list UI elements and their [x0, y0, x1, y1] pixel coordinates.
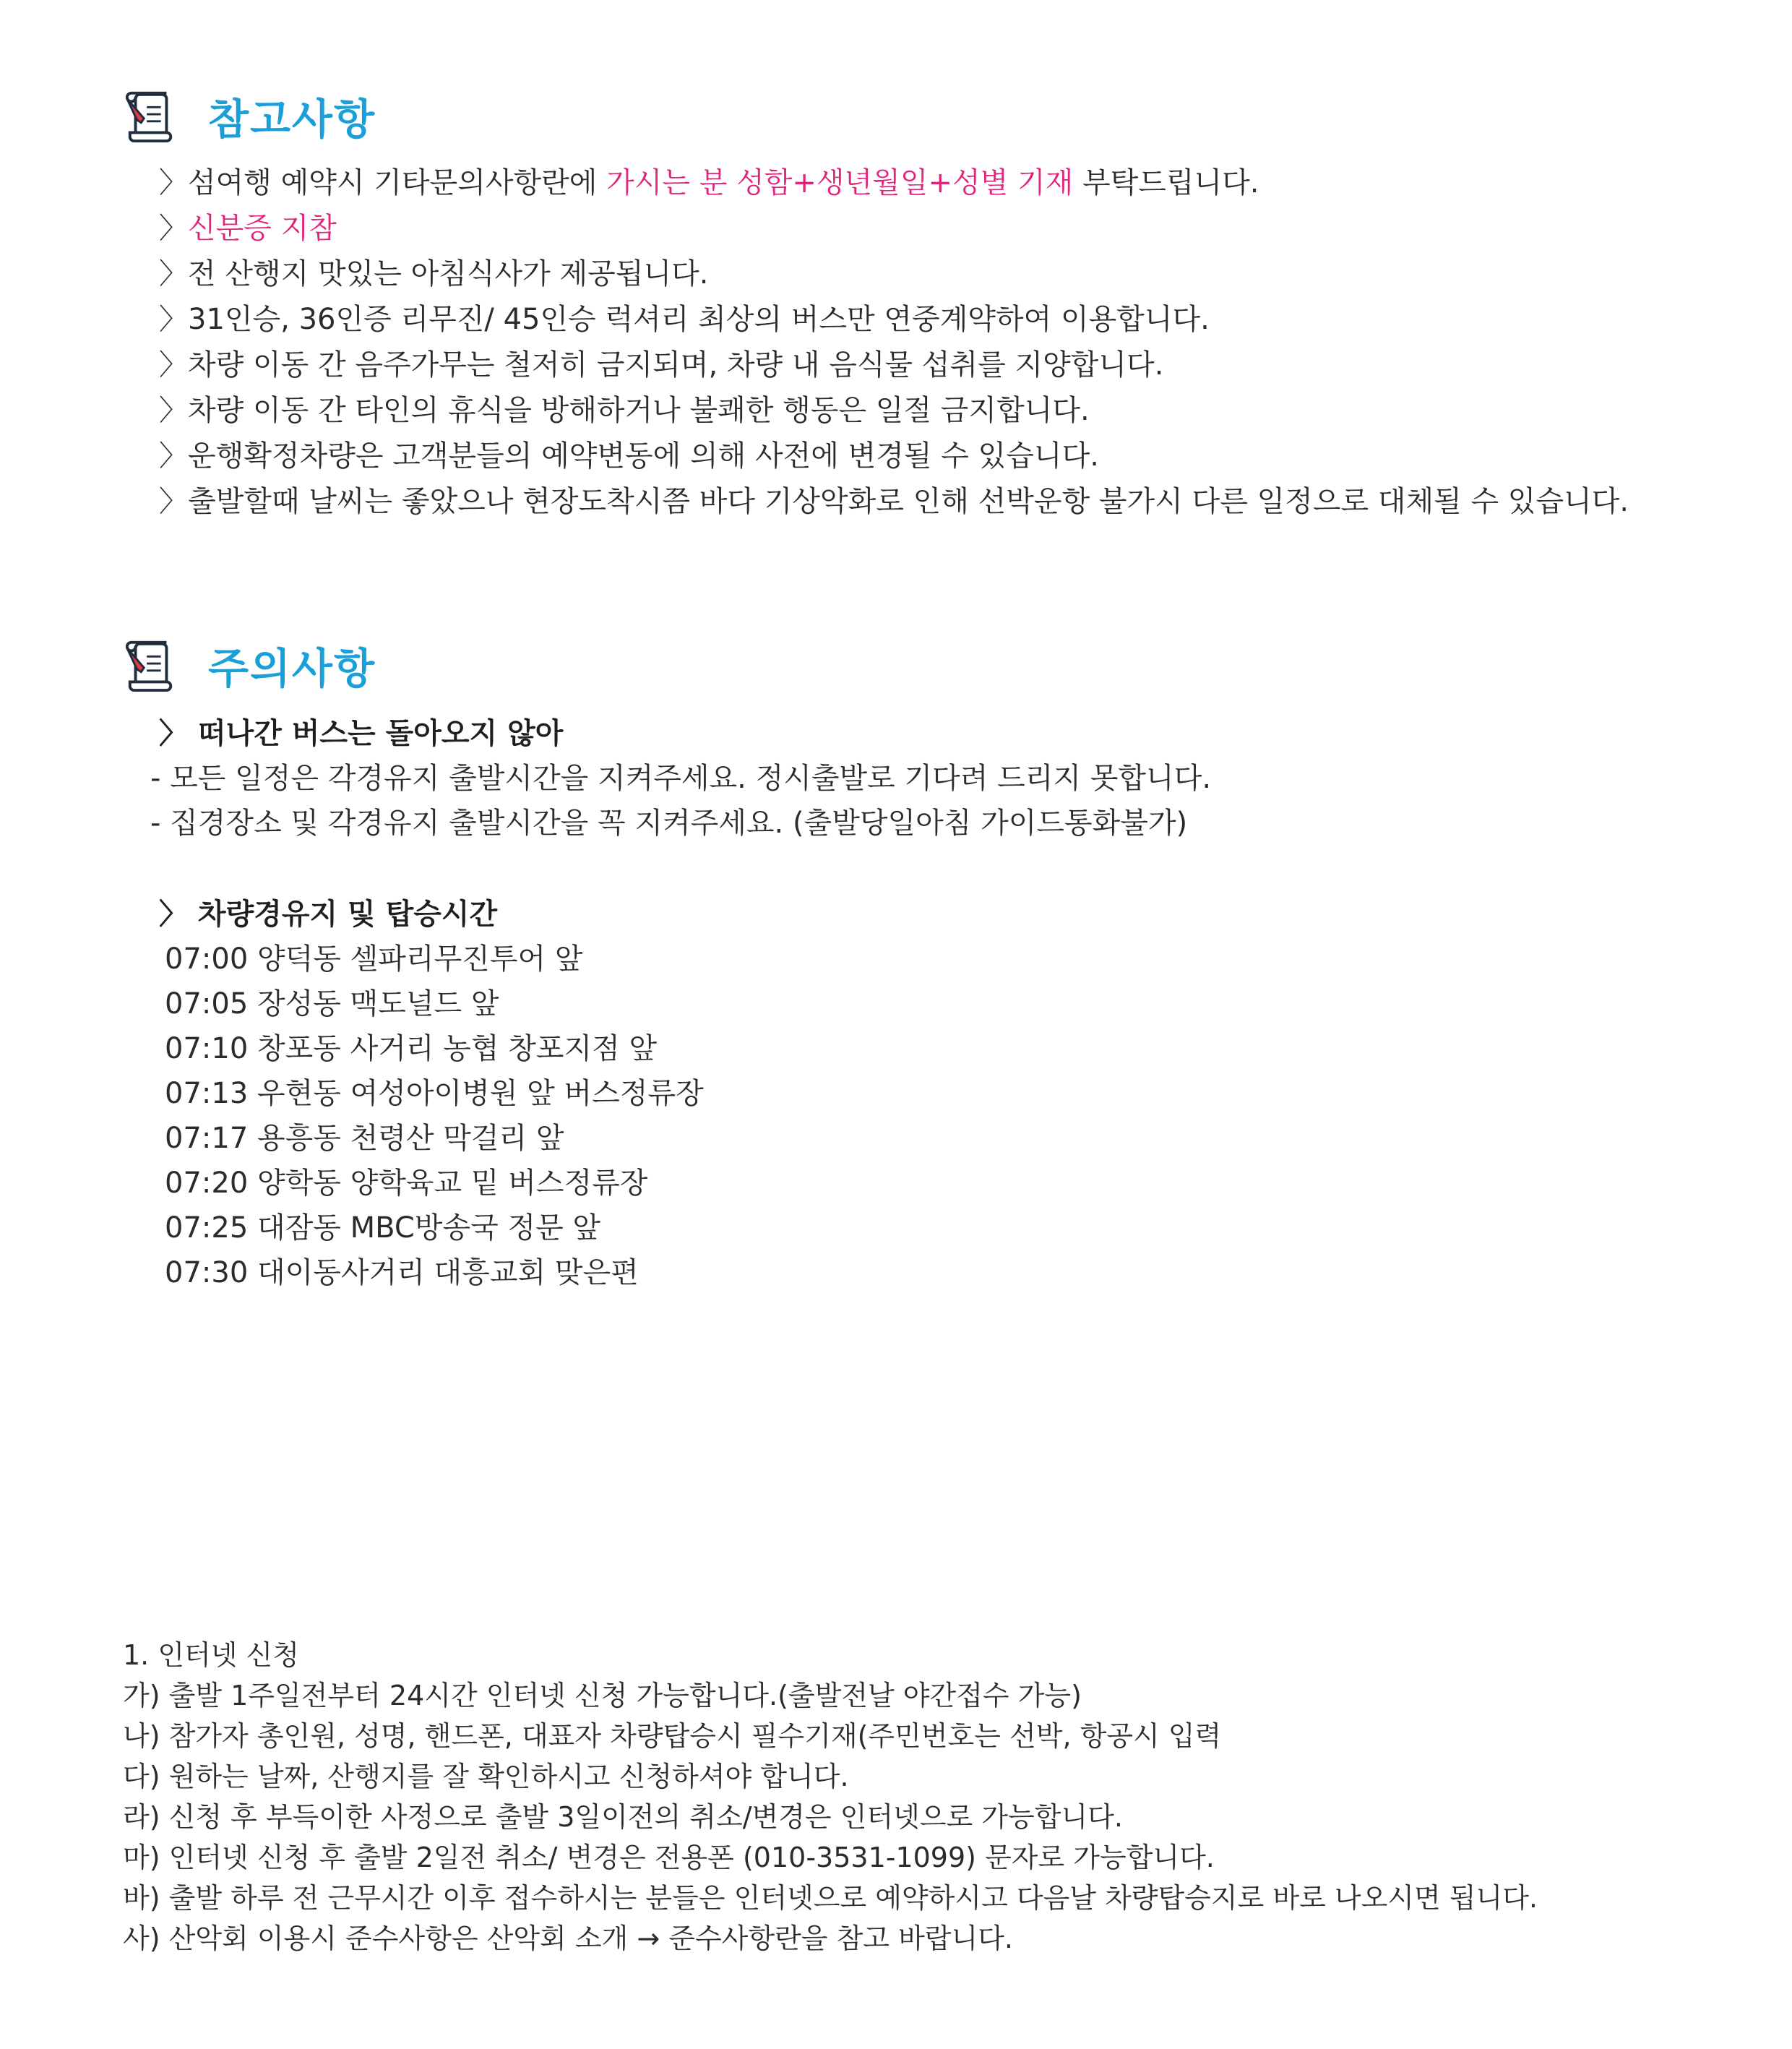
reference-heading: 참고사항 — [208, 95, 376, 144]
chevron-right-icon: 〉 — [159, 166, 188, 199]
reference-section-header — [123, 85, 376, 146]
caution-section-header — [123, 635, 376, 695]
reference-item-3: 〉전 산행지 맛있는 아침식사가 제공됩니다. — [159, 252, 708, 296]
chevron-right-icon: 〉 — [159, 303, 188, 336]
route-title: 〉 차량경유지 및 탑승시간 — [159, 898, 498, 931]
reference-highlight: 신분증 지참 — [188, 212, 337, 245]
reference-highlight: 가시는 분 성함+생년월일+성별 기재 — [606, 166, 1074, 199]
bus-note-1: - 모든 일정은 각경유지 출발시간을 지켜주세요. 정시출발로 기다려 드리지 못합니다. — [150, 762, 1212, 795]
registration-item: 마) 인터넷 신청 후 출발 2일전 취소/ 변경은 전용폰 (010-3531-1099) 문자로 가능합니다. — [123, 1842, 1215, 1873]
registration-item: 사) 산악회 이용시 준수사항은 산악회 소개 → 준수사항란을 참고 바랍니다. — [123, 1923, 1013, 1954]
route-stop: 07:30 대이동사거리 대흥교회 맞은편 — [165, 1256, 639, 1289]
reference-item-8: 〉출발할때 날씨는 좋았으나 현장도착시쯤 바다 기상악화로 인해 선박운항 불가시 다른 일정으로 대체될 수 있습니다. — [159, 479, 1629, 524]
chevron-right-icon: 〉 — [159, 257, 188, 291]
bus-notice-title: 〉 떠나간 버스는 돌아오지 않아 — [159, 717, 564, 750]
scroll-pencil-icon — [123, 637, 179, 693]
route-stop: 07:10 창포동 사거리 농협 창포지점 앞 — [165, 1032, 658, 1065]
registration-item: 가) 출발 1주일전부터 24시간 인터넷 신청 가능합니다.(출발전날 야간접수 가능) — [123, 1680, 1082, 1711]
route-stop: 07:00 양덕동 셀파리무진투어 앞 — [165, 942, 583, 976]
registration-item: 다) 원하는 날짜, 산행지를 잘 확인하시고 신청하셔야 합니다. — [123, 1761, 849, 1792]
route-stop: 07:25 대잠동 MBC방송국 정문 앞 — [165, 1211, 601, 1245]
route-stop: 07:17 용흥동 천령산 막걸리 앞 — [165, 1122, 564, 1155]
route-stop: 07:20 양학동 양학육교 밑 버스정류장 — [165, 1167, 648, 1200]
caution-heading: 주의사항 — [208, 644, 376, 693]
reference-item-1: 〉섬여행 예약시 기타문의사항란에 가시는 분 성함+생년월일+성별 기재 부탁드립니다. — [159, 160, 1259, 205]
reference-item-4: 〉31인승, 36인증 리무진/ 45인승 럭셔리 최상의 버스만 연중계약하여 이용합니다. — [159, 297, 1210, 342]
registration-item: 나) 참가자 총인원, 성명, 핸드폰, 대표자 차량탑승시 필수기재(주민번호는 선박, 항공시 입력 — [123, 1720, 1222, 1752]
registration-item: 라) 신청 후 부득이한 사정으로 출발 3일이전의 취소/변경은 인터넷으로 가능합니다. — [123, 1801, 1123, 1833]
reference-item-5: 〉차량 이동 간 음주가무는 철저히 금지되며, 차량 내 음식물 섭취를 지양합니다. — [159, 343, 1163, 387]
chevron-right-icon: 〉 — [159, 485, 188, 518]
chevron-right-icon: 〉 — [159, 348, 188, 382]
reference-item-2 — [159, 206, 337, 251]
chevron-right-icon: 〉 — [159, 439, 188, 473]
bus-note-2: - 집경장소 및 각경유지 출발시간을 꼭 지켜주세요. (출발당일아침 가이드통화불가) — [150, 807, 1188, 840]
route-stop: 07:13 우현동 여성아이병원 앞 버스정류장 — [165, 1077, 704, 1110]
scroll-pencil-icon — [123, 87, 179, 144]
registration-title: 1. 인터넷 신청 — [123, 1639, 299, 1671]
chevron-right-icon: 〉 — [159, 394, 188, 427]
reference-item-7: 〉운행확정차량은 고객분들의 예약변동에 의해 사전에 변경될 수 있습니다. — [159, 434, 1099, 478]
chevron-right-icon: 〉 — [159, 212, 188, 245]
reference-item-6: 〉차량 이동 간 타인의 휴식을 방해하거나 불쾌한 행동은 일절 금지합니다. — [159, 388, 1090, 433]
route-stop: 07:05 장성동 맥도널드 앞 — [165, 987, 499, 1021]
registration-item: 바) 출발 하루 전 근무시간 이후 접수하시는 분들은 인터넷으로 예약하시고 다음날 차량탑승지로 바로 나오시면 됩니다. — [123, 1882, 1538, 1914]
